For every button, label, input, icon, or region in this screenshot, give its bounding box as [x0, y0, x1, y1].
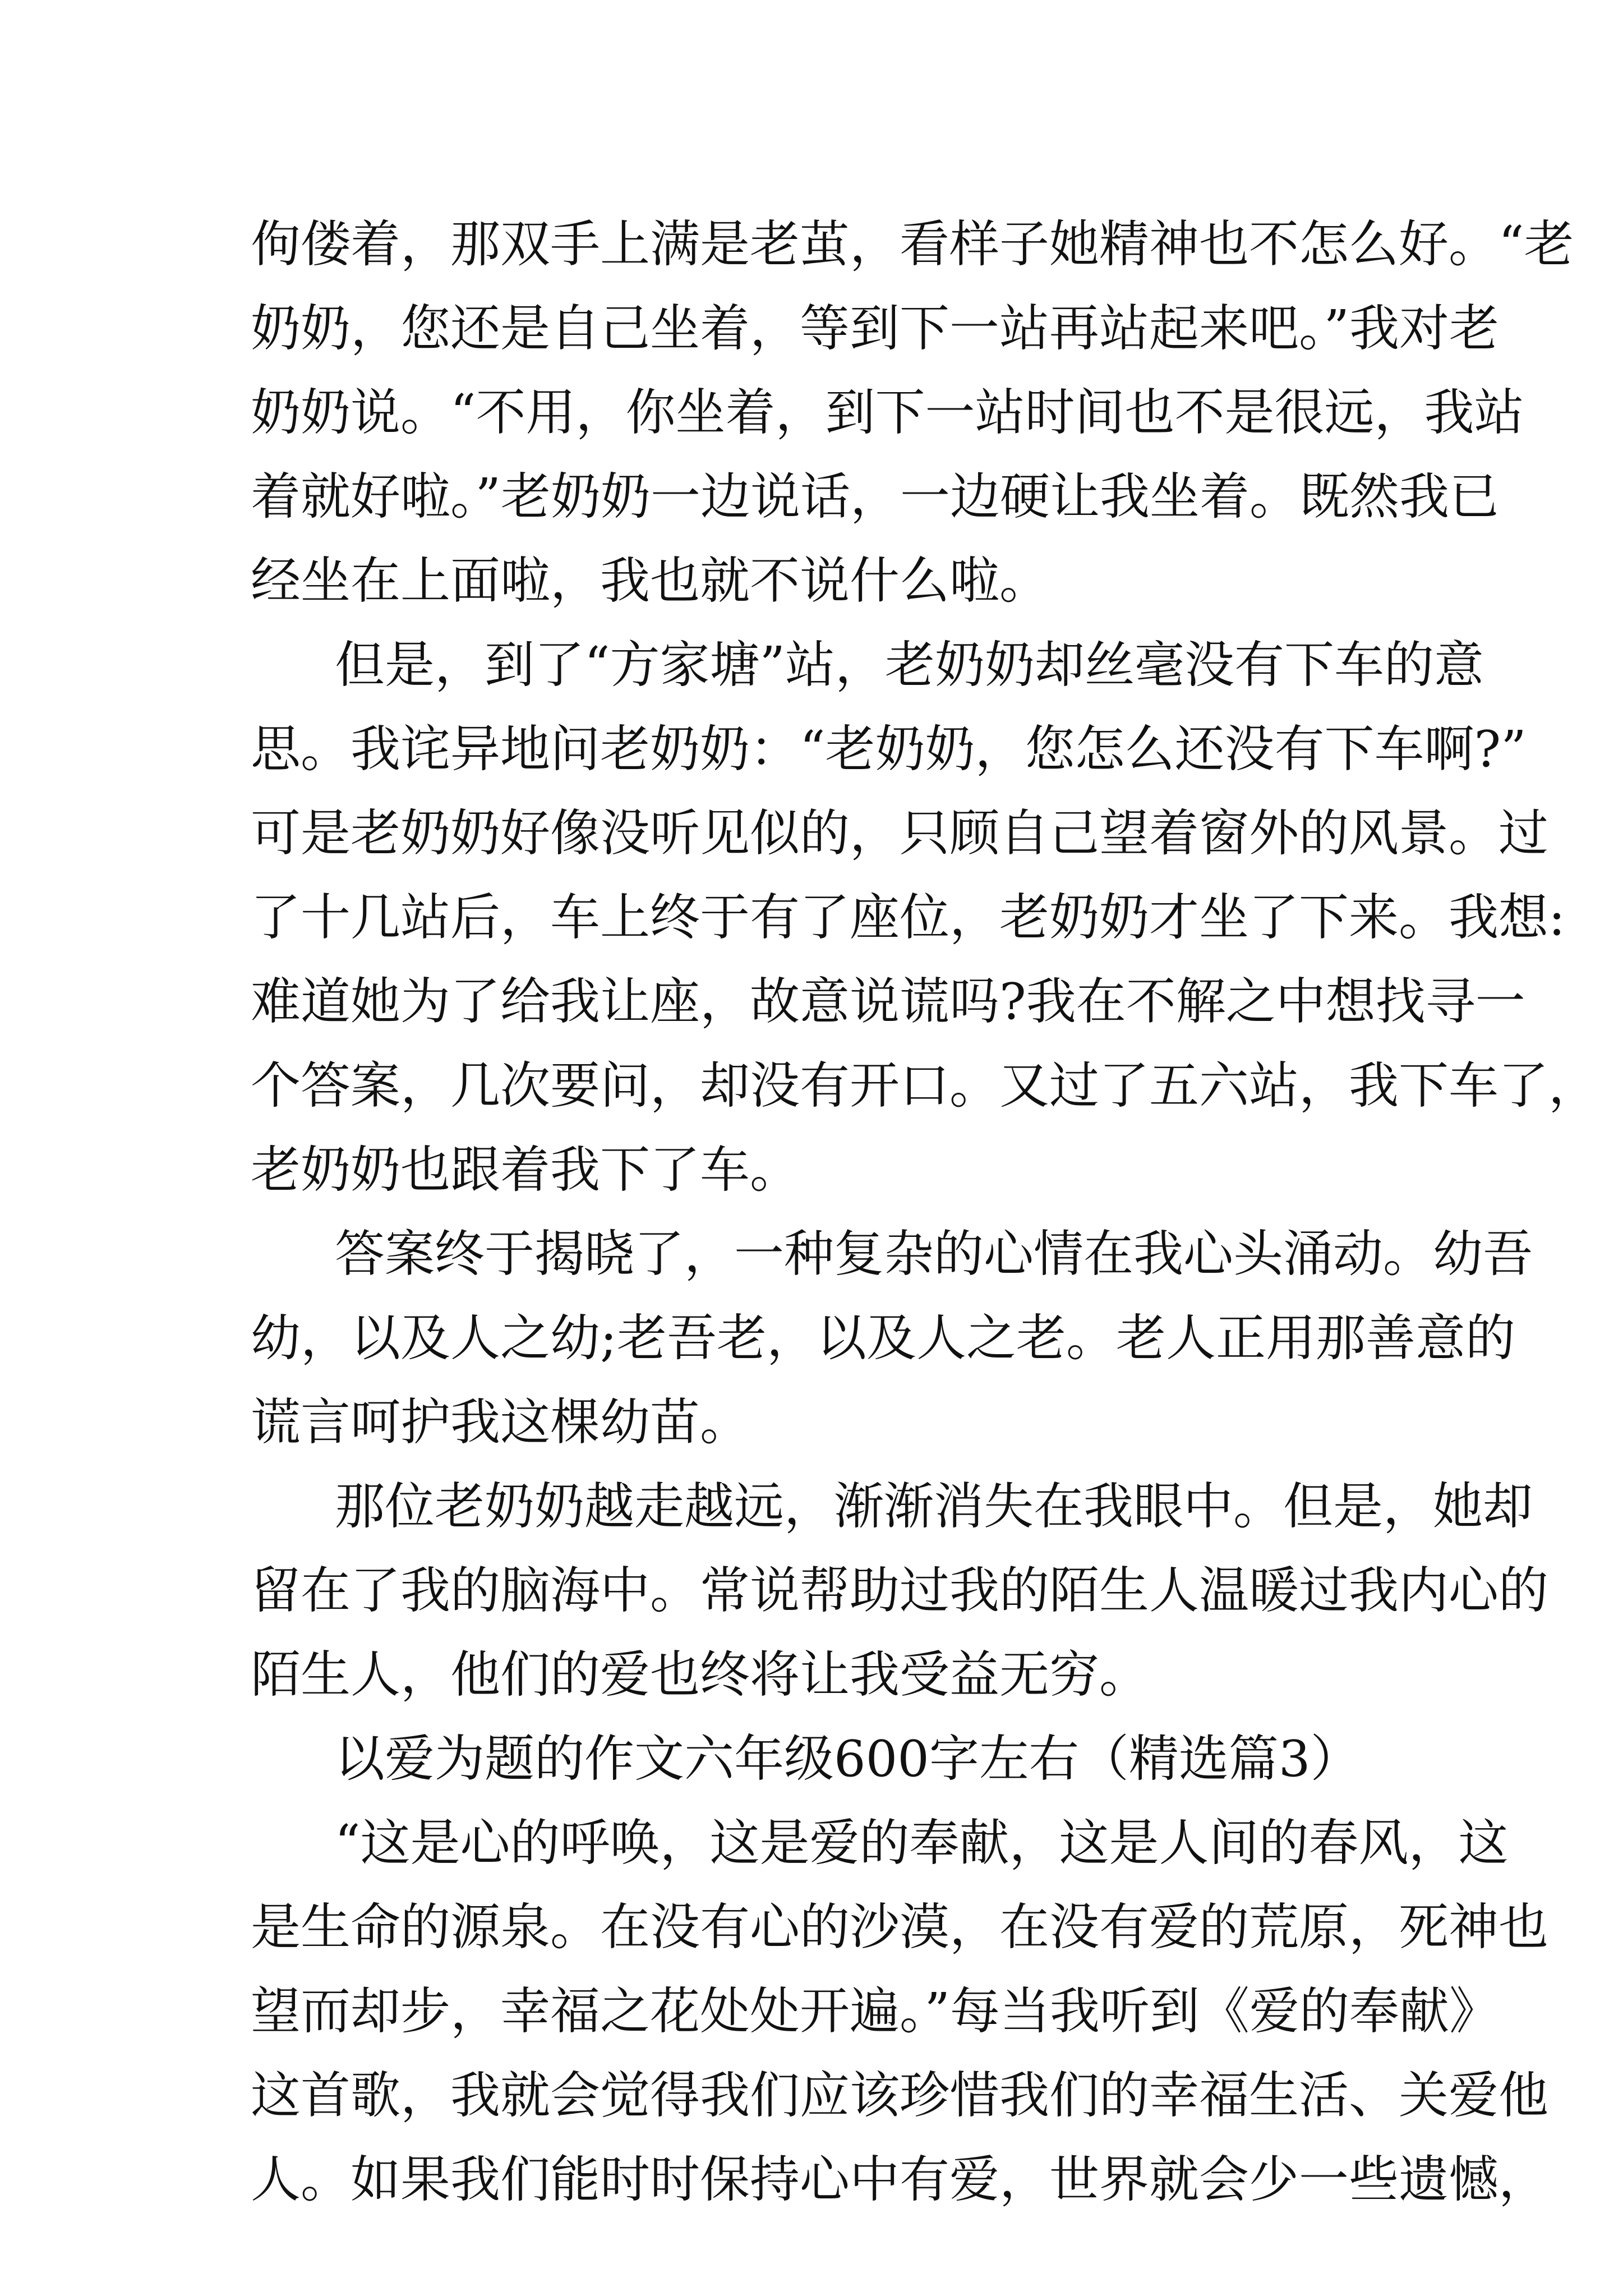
text-line: 奶奶，您还是自己坐着，等到下一站再站起来吧。”我对老 — [251, 299, 1499, 357]
paragraph-first-line: 那位老奶奶越走越远，渐渐消失在我眼中。但是，她却 — [335, 1477, 1533, 1535]
text-line: 人。如果我们能时时保持心中有爱，世界就会少一些遗憾， — [251, 2150, 1548, 2208]
text-line: 幼，以及人之幼;老吾老，以及人之老。老人正用那善意的 — [251, 1309, 1515, 1367]
paragraph-first-line: “这是心的呼唤，这是爱的奉献，这是人间的春风，这 — [335, 1814, 1509, 1872]
text-line: 着就好啦。”老奶奶一边说话，一边硬让我坐着。既然我已 — [251, 467, 1499, 526]
article-body — [251, 202, 1598, 2221]
text-line: 望而却步，幸福之花处处开遍。”每当我听到《爱的奉献》 — [251, 1982, 1499, 2040]
text-line: 个答案，几次要问，却没有开口。又过了五六站，我下车了， — [251, 1056, 1598, 1115]
text-line: 是生命的源泉。在没有心的沙漠，在没有爱的荒原，死神也 — [251, 1898, 1548, 1956]
text-line: 佝偻着，那双手上满是老茧，看样子她精神也不怎么好。“老 — [251, 215, 1574, 273]
section-heading: 以爱为题的作文六年级600字左右（精选篇3） — [335, 1729, 1361, 1788]
text-line: 思。我诧异地问老奶奶：“老奶奶，您怎么还没有下车啊?” — [251, 720, 1527, 778]
text-line: 留在了我的脑海中。常说帮助过我的陌生人温暖过我内心的 — [251, 1561, 1548, 1619]
text-line: 这首歌，我就会觉得我们应该珍惜我们的幸福生活、关爱他 — [251, 2066, 1548, 2124]
text-line: 难道她为了给我让座，故意说谎吗?我在不解之中想找寻一 — [251, 972, 1525, 1030]
text-line: 了十几站后，车上终于有了座位，老奶奶才坐了下来。我想: — [251, 888, 1565, 946]
text-line: 老奶奶也跟着我下了车。 — [251, 1140, 800, 1199]
text-line: 经坐在上面啦，我也就不说什么啦。 — [251, 551, 1049, 610]
paragraph-first-line: 答案终于揭晓了，一种复杂的心情在我心头涌动。幼吾 — [335, 1225, 1533, 1283]
paragraph-first-line: 但是，到了“方家塘”站，老奶奶却丝毫没有下车的意 — [335, 636, 1484, 694]
text-line: 可是老奶奶好像没听见似的，只顾自己望着窗外的风景。过 — [251, 804, 1548, 862]
text-line: 陌生人，他们的爱也终将让我受益无穷。 — [251, 1645, 1149, 1704]
text-line: 奶奶说。“不用，你坐着，到下一站时间也不是很远，我站 — [251, 383, 1524, 441]
text-line: 谎言呵护我这棵幼苗。 — [251, 1393, 750, 1451]
